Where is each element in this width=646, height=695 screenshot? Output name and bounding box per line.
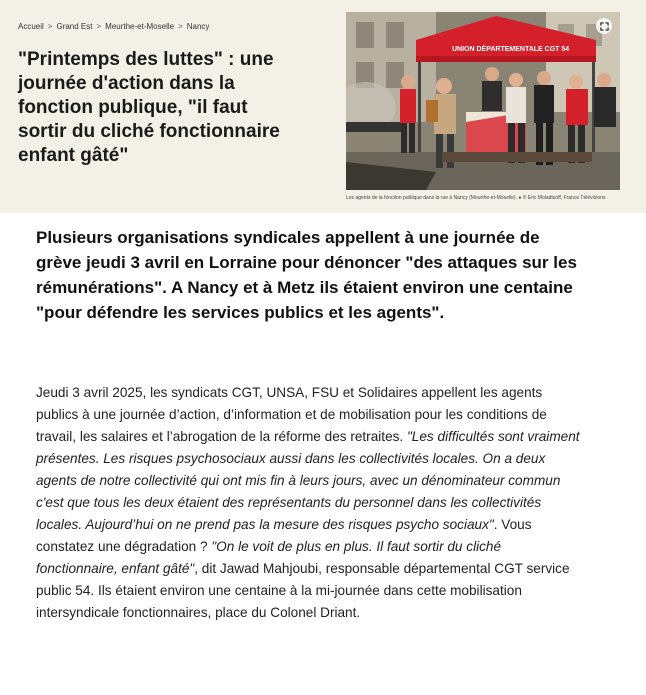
breadcrumb-separator: >: [96, 22, 102, 31]
body-intro: Jeudi 3 avril 2025, les syndicats CGT, UNSA, FSU et Solidaires appellent les agents publics à une journée d’action, d’information et de mobilisation pour les conditions de travail, les salaires et l’abrogation de la réforme des retraites.: [36, 385, 547, 444]
breadcrumb-separator: >: [178, 22, 183, 31]
article-body-paragraph: [36, 382, 581, 624]
body-question: . Vous constatez une dégradation ?: [36, 517, 532, 554]
banner-text: UNION DÉPARTEMENTALE CGT 54: [452, 46, 570, 53]
breadcrumb: [18, 22, 209, 31]
breadcrumb-region[interactable]: Grand Est: [56, 22, 93, 31]
body-attribution: , dit Jawad Mahjoubi, responsable départemental CGT service public 54. Ils étaient environ une centaine à la mi-journée dans cette mobilisation intersyndicale fonctionnaires, place du Colonel Driant.: [36, 561, 570, 620]
article-header: [0, 0, 646, 213]
expand-photo-button[interactable]: [596, 18, 612, 34]
body-quote: "Les difficultés sont vraiment présentes. Les risques psychosociaux aussi dans les collectivités locales. On a deux agents de notre collectivité qui ont mis fin à leurs jours, avec un dénominateur commun c'est que tous les deux étaient des représentants du personnel dans les collectivités locales. Aujourd’hui on ne prend pas la mesure des risques psycho sociaux": [36, 429, 580, 532]
photo-caption: Les agents de la fonction publique dans la rue à Nancy (Meurthe-et-Moselle). ● © Eric Moladtsoff, France Télévisions: [346, 195, 606, 201]
protest-photo-illustration: [346, 12, 620, 190]
article-lead: Plusieurs organisations syndicales appellent à une journée de grève jeudi 3 avril en Lorraine pour dénoncer "des attaques sur les rémunérations". A Nancy et à Metz ils étaient environ une centaine "pour défendre les services publics et les agents".: [36, 228, 577, 322]
breadcrumb-department[interactable]: Meurthe-et-Moselle: [105, 22, 175, 31]
breadcrumb-separator: >: [47, 22, 53, 31]
breadcrumb-city[interactable]: Nancy: [186, 22, 210, 31]
breadcrumb-home[interactable]: Accueil: [18, 22, 44, 31]
expand-icon: [600, 22, 609, 31]
article-photo[interactable]: [346, 12, 620, 190]
page-title: "Printemps des luttes" : une journée d'action dans la fonction publique, "il faut sortir du cliché fonctionnaire enfant gâté": [18, 49, 280, 166]
body-quote: "On le voit de plus en plus. Il faut sortir du cliché fonctionnaire, enfant gâté": [36, 539, 502, 576]
